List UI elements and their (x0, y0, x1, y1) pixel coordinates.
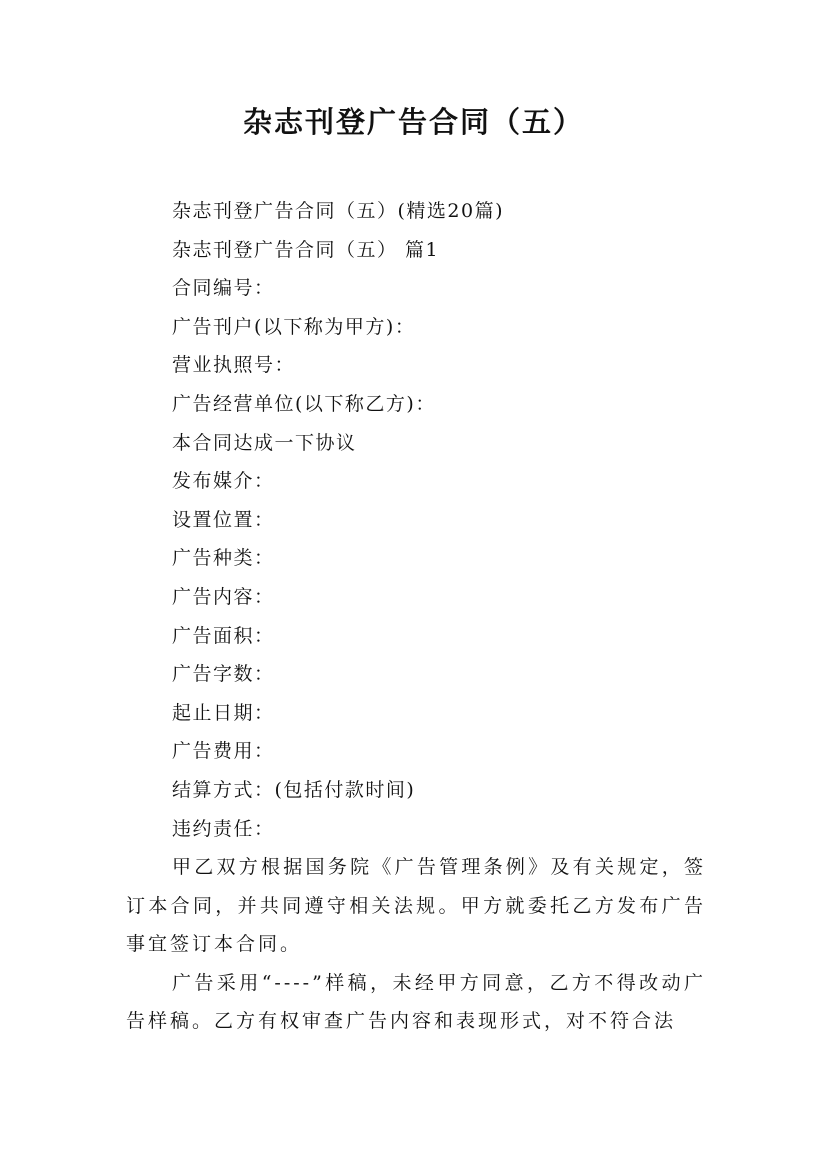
field-word-count: 广告字数： (172, 663, 275, 686)
field-liability: 违约责任： (172, 817, 275, 840)
field-ad-type: 广告种类： (172, 547, 275, 570)
field-party-a: 广告刊户(以下称为甲方)： (172, 315, 416, 338)
document-body (126, 192, 706, 1041)
paragraph-sample: 广告采用“----”样稿，未经甲方同意，乙方不得改动广告样稿。乙方有权审查广告内容和表现形式，对不符合法 (126, 971, 706, 1033)
field-contract-number: 合同编号： (172, 277, 275, 300)
field-media: 发布媒介： (172, 470, 275, 493)
field-date-range: 起止日期： (172, 701, 275, 724)
section-heading: 杂志刊登广告合同（五） 篇1 (172, 238, 440, 261)
field-position: 设置位置： (172, 508, 275, 531)
field-ad-content: 广告内容： (172, 585, 275, 608)
document-title: 杂志刊登广告合同（五） (242, 105, 584, 139)
paragraph-intro: 甲乙双方根据国务院《广告管理条例》及有关规定，签订本合同，并共同遵守相关法规。甲方就委托乙方发布广告事宜签订本合同。 (126, 856, 706, 956)
field-ad-area: 广告面积： (172, 624, 275, 647)
field-ad-fee: 广告费用： (172, 740, 275, 763)
agreement-statement: 本合同达成一下协议 (172, 431, 357, 454)
field-party-b: 广告经营单位(以下称乙方)： (172, 392, 436, 415)
field-business-license: 营业执照号： (172, 354, 296, 377)
subtitle-line: 杂志刊登广告合同（五）(精选20篇) (172, 200, 505, 222)
field-settlement: 结算方式：(包括付款时间) (172, 778, 416, 801)
